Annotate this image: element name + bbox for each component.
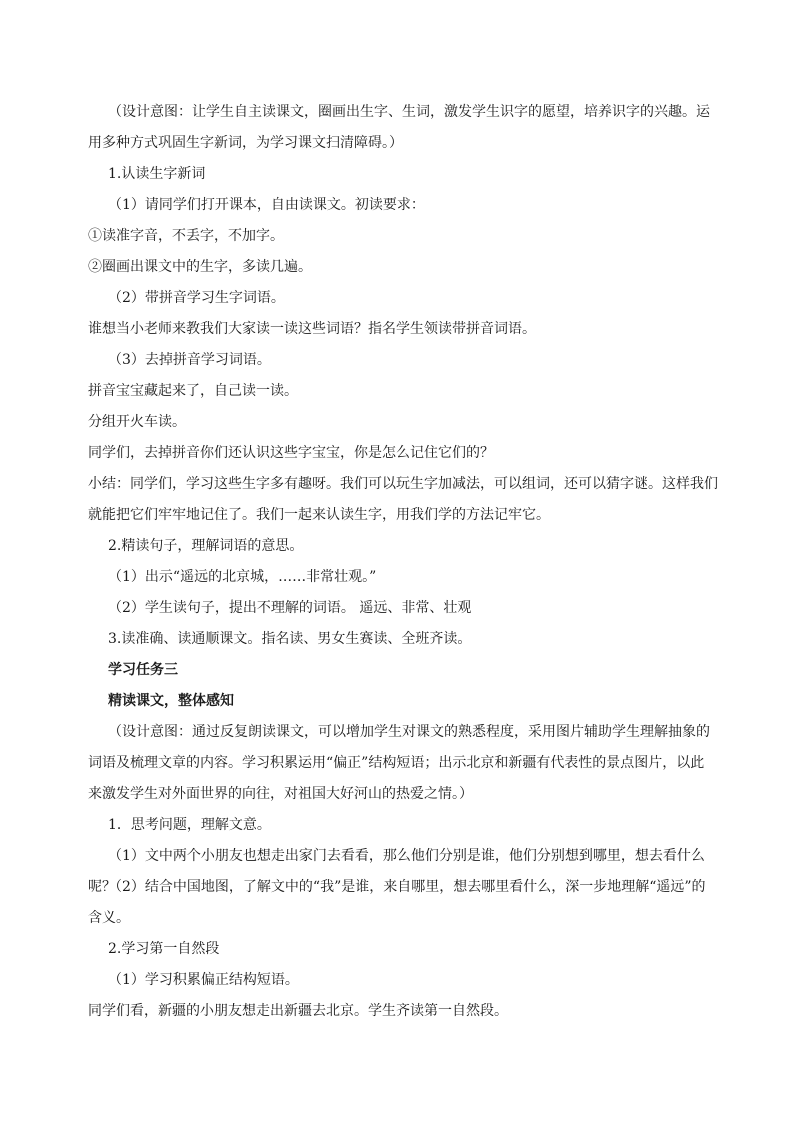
section-title-task-three: 学习任务三 bbox=[108, 662, 178, 678]
summary-paragraph: 小结：同学们，学习这些生字多有趣呀。我们可以玩生字加减法，可以组词，还可以猜字谜。这样我们就能把它们牢牢地记住了。我们一起来认读生字，用我们学的方法记牢它。 bbox=[88, 476, 718, 523]
step-read-self: 拼音宝宝藏起来了，自己读一读。 bbox=[88, 383, 298, 399]
step-remove-pinyin: （3）去掉拼音学习词语。 bbox=[108, 352, 271, 368]
step-open-textbook: （1）请同学们打开课本，自由读课文。初读要求： bbox=[108, 197, 425, 213]
heading-recognize-words: 1.认读生字新词 bbox=[108, 166, 206, 182]
section-subtitle-intensive-reading: 精读课文，整体感知 bbox=[108, 693, 234, 709]
heading-think-questions: 1．思考问题，理解文意。 bbox=[108, 817, 271, 833]
step-train-reading: 分组开火车读。 bbox=[88, 414, 186, 430]
step-little-teacher: 谁想当小老师来教我们大家读一读这些词语？指名学生领读带拼音词语。 bbox=[88, 321, 536, 337]
step-show-sentence: （1）出示“遥远的北京城，……非常壮观。” bbox=[108, 569, 377, 585]
step-pinyin-words: （2）带拼音学习生字词语。 bbox=[108, 290, 285, 306]
question-china-map: （2）结合中国地图，了解文中的“我”是谁，来自哪里，想去哪里看什么，深一步地理解“遥远”的含义。 bbox=[88, 879, 706, 926]
step-how-remember: 同学们，去掉拼音你们还认识这些字宝宝，你是怎么记住它们的？ bbox=[88, 445, 494, 461]
requirement-pronunciation: ①读准字音，不丢字，不加字。 bbox=[88, 228, 284, 244]
design-intent-paragraph-2: （设计意图：通过反复朗读课文，可以增加学生对课文的熟悉程度，采用图片辅助学生理解抽象的词语及梳理文章的内容。学习积累运用“偏正”结构短语；出示北京和新疆有代表性的景点图片，以此来激发学生对外面世界的向往，对祖国大好河山的热爱之情。） bbox=[88, 724, 710, 802]
design-intent-paragraph-1: （设计意图：让学生自主读课文，圈画出生字、生词，激发学生识字的愿望，培养识字的兴趣。运用多种方式巩固生字新词，为学习课文扫清障碍。） bbox=[88, 104, 710, 151]
heading-first-paragraph: 2.学习第一自然段 bbox=[108, 941, 220, 957]
heading-read-sentences: 2.精读句子，理解词语的意思。 bbox=[108, 538, 304, 554]
step-read-first-paragraph: 同学们看，新疆的小朋友想走出新疆去北京。学生齐读第一自然段。 bbox=[88, 1003, 508, 1019]
heading-read-fluently: 3.读准确、读通顺课文。指名读、男女生赛读、全班齐读。 bbox=[108, 631, 472, 647]
requirement-circle-words: ②圈画出课文中的生字，多读几遍。 bbox=[88, 259, 312, 275]
step-unclear-words: （2）学生读句子，提出不理解的词语。 遥远、非常、壮观 bbox=[108, 600, 472, 616]
step-phrase-structure: （1）学习积累偏正结构短语。 bbox=[108, 972, 299, 988]
question-two-children: （1）文中两个小朋友也想走出家门去看看，那么他们分别是谁，他们分别想到哪里，想去看什么呢？ bbox=[88, 848, 705, 895]
